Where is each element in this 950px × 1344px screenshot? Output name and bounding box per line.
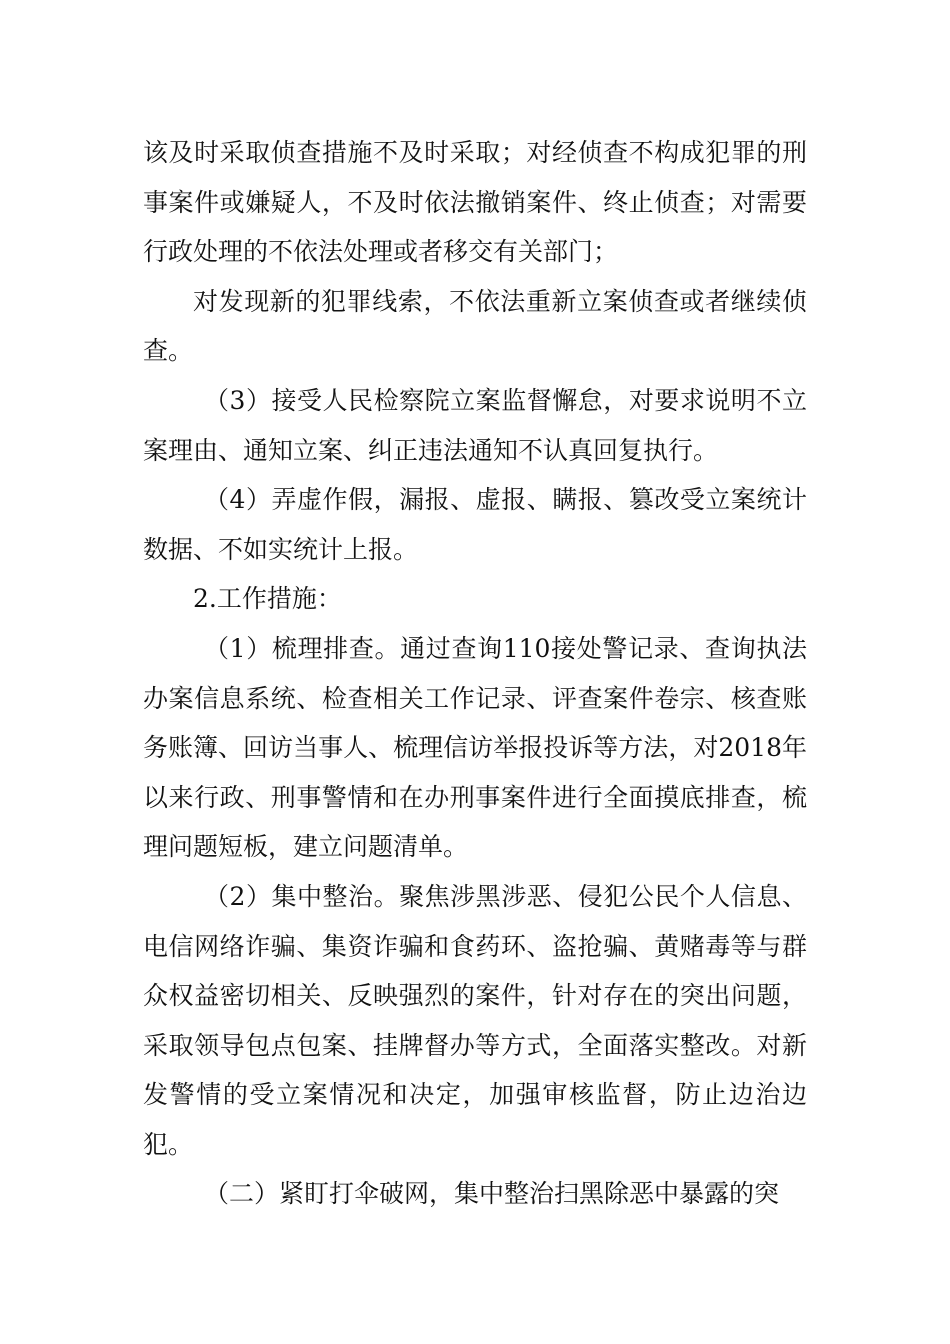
paragraph-continuation: 该及时采取侦查措施不及时采取；对经侦查不构成犯罪的刑事案件或嫌疑人，不及时依法撤销案件、终止侦查；对需要行政处理的不依法处理或者移交有关部门； xyxy=(143,138,807,267)
paragraph-section-two: （二）紧盯打伞破网，集中整治扫黑除恶中暴露的突 xyxy=(204,1179,780,1209)
paragraph-measure-1: （1）梳理排查。通过查询110接处警记录、查询执法办案信息系统、检查相关工作记录、评查案件卷宗、核查账务账簿、回访当事人、梳理信访举报投诉等方法，对2018年以来行政、刑事警情和在办刑事案件进行全面摸底排查，梳理问题短板，建立问题清单。 xyxy=(143,633,807,862)
paragraph-new-crime-clues: 对发现新的犯罪线索，不依法重新立案侦查或者继续侦查。 xyxy=(143,286,807,366)
section-heading-work-measures: 2.工作措施： xyxy=(193,584,342,614)
paragraph-item-4: （4）弄虚作假，漏报、虚报、瞒报、篡改受立案统计数据、不如实统计上报。 xyxy=(143,485,807,564)
paragraph-measure-2: （2）集中整治。聚焦涉黑涉恶、侵犯公民个人信息、电信网络诈骗、集资诈骗和食药环、盗抢骗、黄赌毒等与群众权益密切相关、反映强烈的案件，针对存在的突出问题，采取领导包点包案、挂牌督办等方式，全面落实整改。对新发警情的受立案情况和决定，加强审核监督，防止边治边犯。 xyxy=(143,881,807,1159)
document-body xyxy=(143,128,807,1219)
paragraph-item-3: （3）接受人民检察院立案监督懈怠，对要求说明不立案理由、通知立案、纠正违法通知不认真回复执行。 xyxy=(143,385,807,465)
